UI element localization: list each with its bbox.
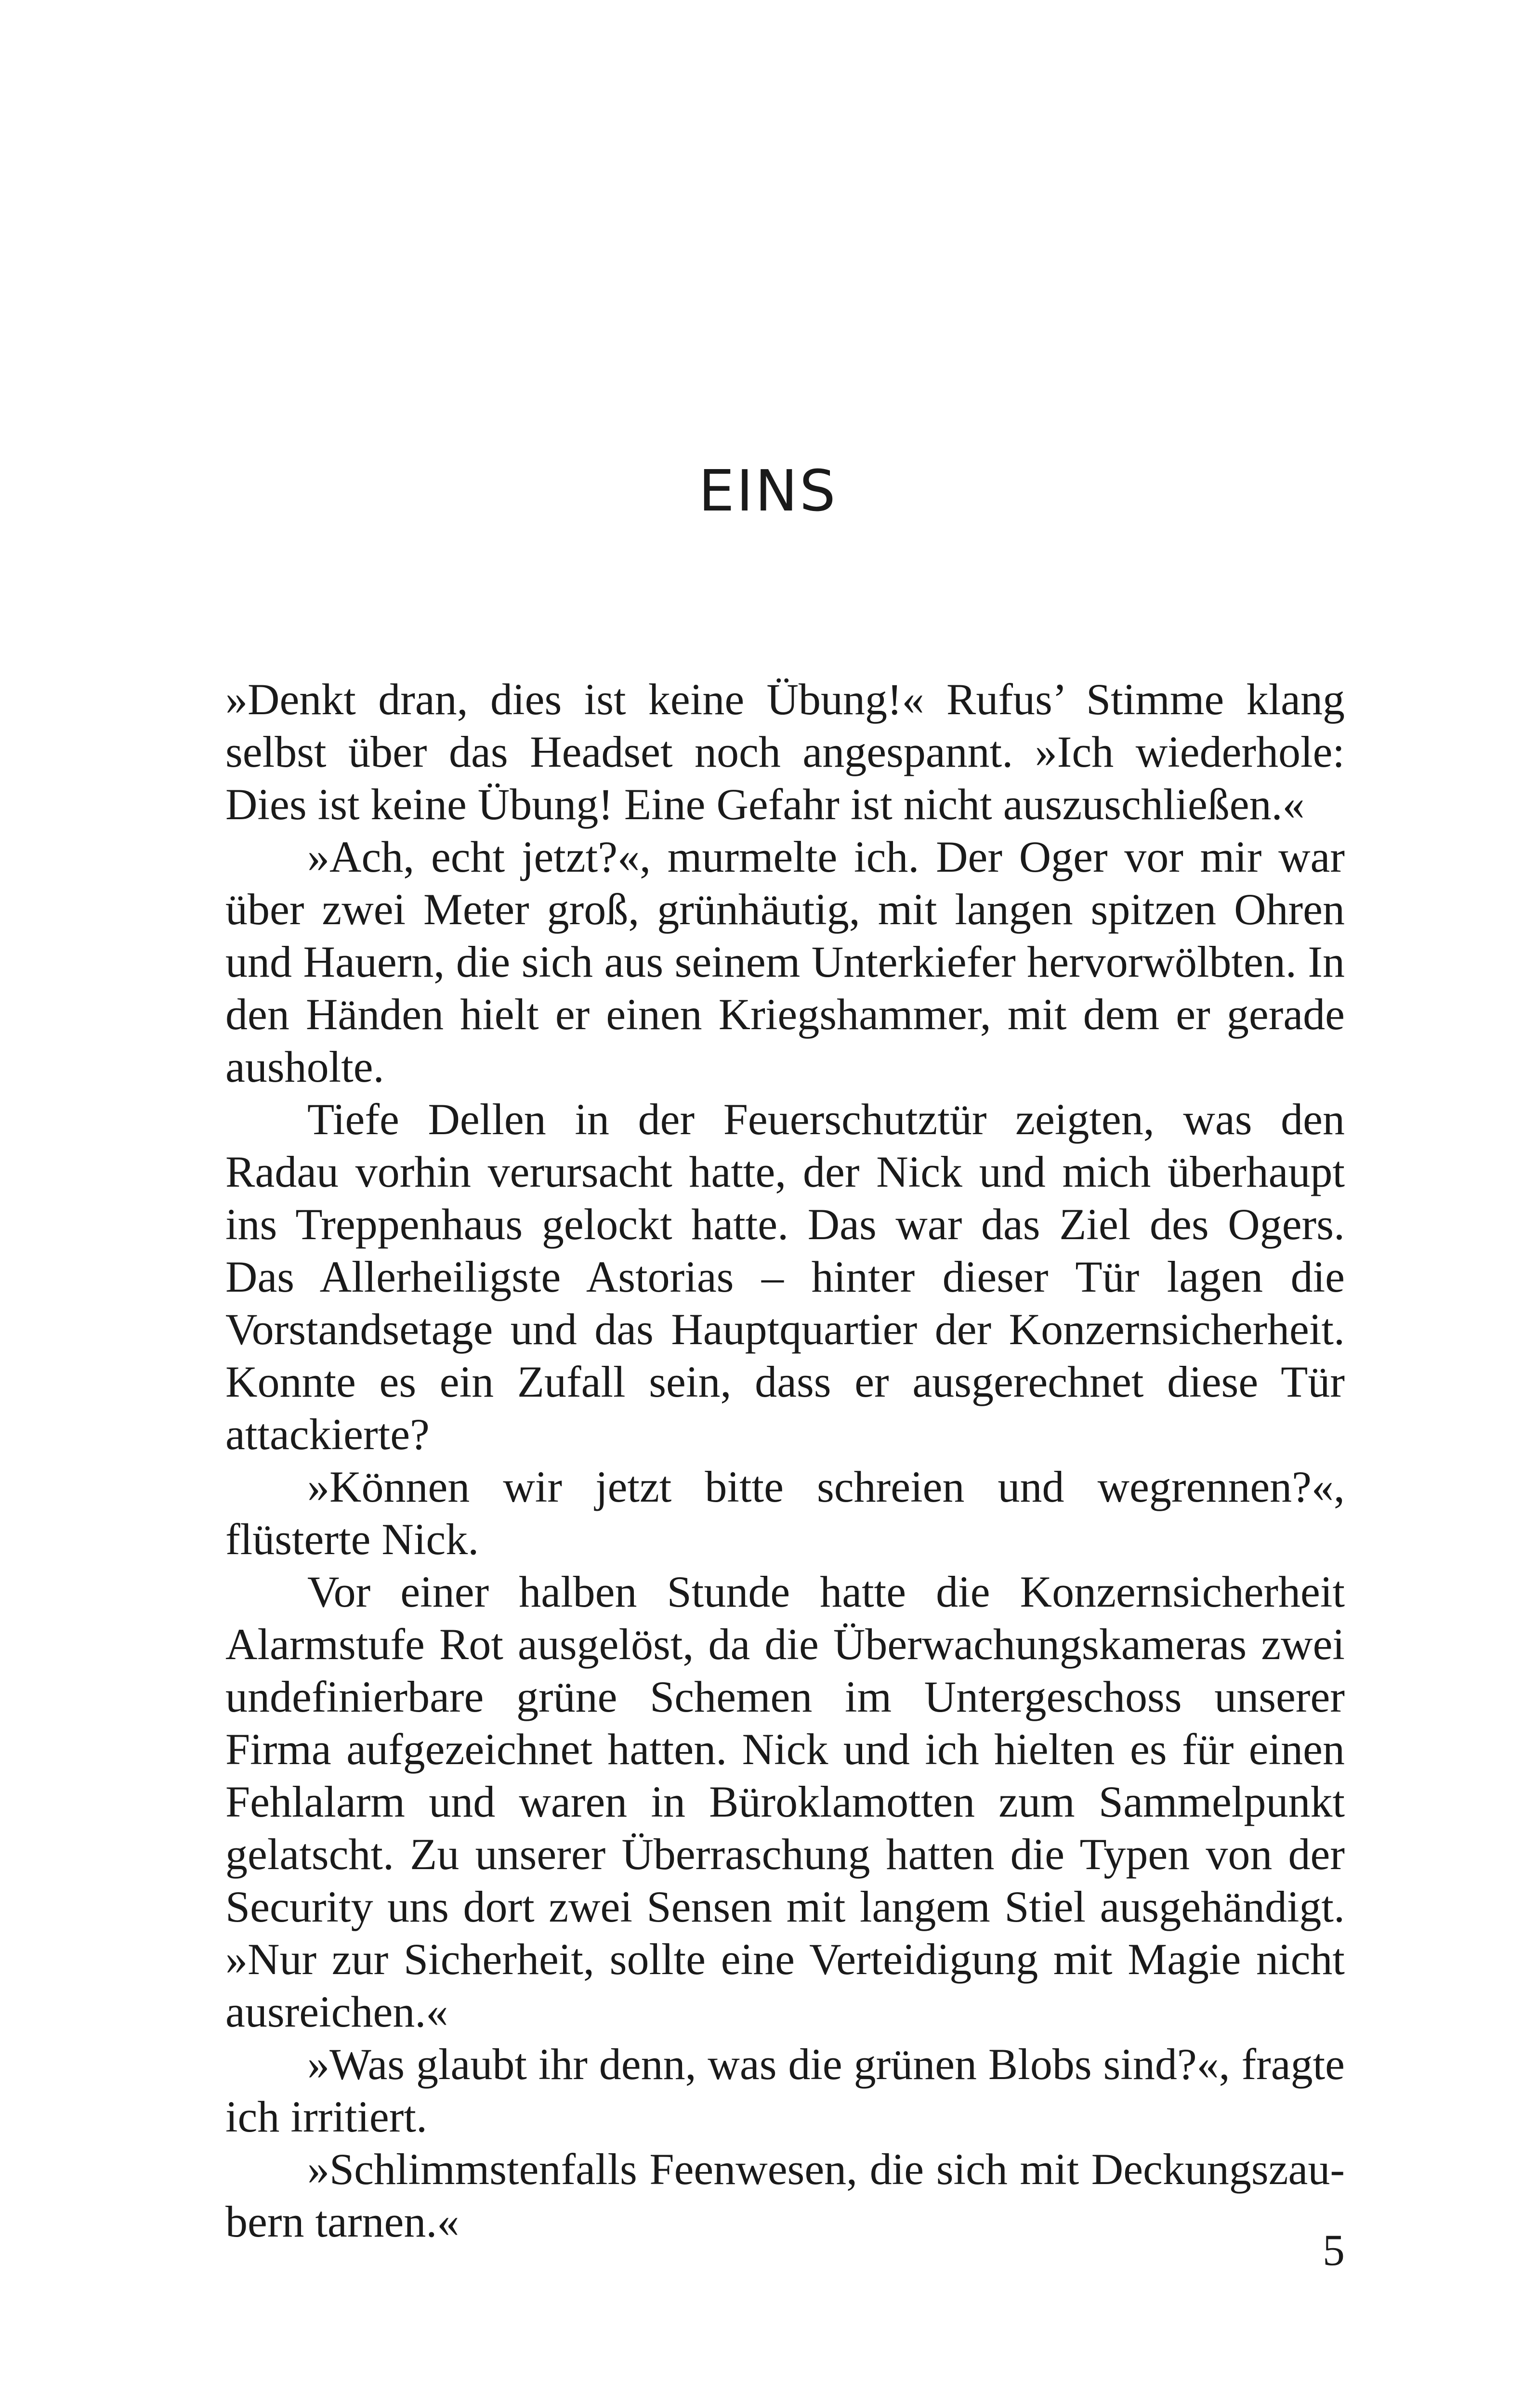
paragraph: »Ach, echt jetzt?«, murmelte ich. Der Oger vor mir war über zwei Meter groß, grünhäutig, mit langen spitzen Ohren und Hauern, die sich aus seinem Unterkiefer hervorwölbten. In den Händen hielt er einen Kriegshammer, mit dem er gerade ausholte.	[225, 832, 1345, 1091]
page-number: 5	[1323, 2225, 1345, 2275]
paragraph: Tiefe Dellen in der Feuerschutztür zeigten, was den Radau vorhin verursacht hatte, der Nick und mich überhaupt ins Treppenhaus gelockt hatte. Das war das Ziel des Ogers. Das Allerheiligste Astorias – hinter dieser Tür lagen die Vorstandsetage und das Hauptquartier der Konzernsicherheit. Konnte es ein Zufall sein, dass er ausgerechnet diese Tür attackierte?	[225, 1095, 1345, 1459]
chapter-title: EINS	[698, 458, 838, 524]
paragraph: »Denkt dran, dies ist keine Übung!« Rufus’ Stimme klang selbst über das Headset noch angespannt. »Ich wiederhole: Dies ist keine Übung! Eine Gefahr ist nicht auszuschließen.«	[225, 675, 1345, 829]
paragraph: »Können wir jetzt bitte schreien und wegrennen?«, flüsterte Nick.	[225, 1462, 1345, 1564]
paragraph: »Schlimmstenfalls Feenwesen, die sich mit Deckungszaubern tarnen.«	[225, 2145, 1345, 2246]
paragraph: Vor einer halben Stunde hatte die Konzernsicherheit Alarmstufe Rot ausgelöst, da die Überwachungskameras zwei undefinierbare grüne Schemen im Untergeschoss unserer Firma aufgezeichnet hatten. Nick und ich hielten es für einen Fehlalarm und waren in Büroklamotten zum Sammelpunkt gelatscht. Zu unserer Überraschung hatten die Typen von der Security uns dort zwei Sensen mit langem Stiel ausgehändigt. »Nur zur Sicherheit, sollte eine Verteidigung mit Magie nicht ausreichen.«	[225, 1567, 1345, 2036]
paragraph: »Was glaubt ihr denn, was die grünen Blobs sind?«, fragte ich irritiert.	[225, 2040, 1345, 2141]
body-text	[225, 673, 1345, 2248]
